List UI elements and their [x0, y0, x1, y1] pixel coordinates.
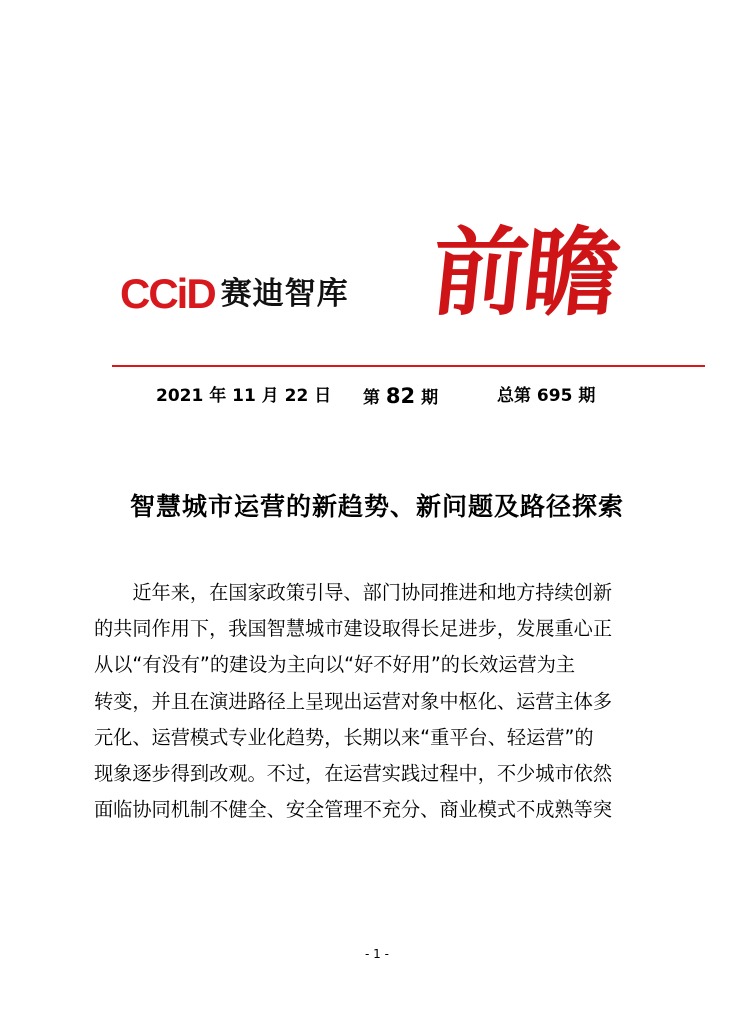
- issue-number: [363, 384, 438, 410]
- issue-date: 2021 年 11 月 22 日: [156, 386, 332, 406]
- ccid-logo: [120, 272, 349, 316]
- header-divider: [112, 365, 705, 367]
- logo-name: 赛迪智库: [220, 276, 349, 312]
- issue-info: [0, 384, 754, 408]
- body-line: 从以“有没有”的建设为主向以“好不好用”的长效运营为主: [94, 653, 576, 677]
- issue-number-value: 82: [385, 384, 416, 408]
- issue-number-suffix: 期: [421, 388, 439, 408]
- body-line: 的共同作用下，我国智慧城市建设取得长足进步，发展重心正: [94, 617, 613, 641]
- body-line: 转变，并且在演进路径上呈现出运营对象中枢化、运营主体多: [94, 689, 613, 713]
- body-line: 元化、运营模式专业化趋势，长期以来“重平台、轻运营”的: [94, 725, 594, 749]
- article-title: 智慧城市运营的新趋势、新问题及路径探索: [129, 492, 624, 521]
- body-line: 近年来，在国家政策引导、部门协同推进和地方持续创新: [94, 581, 613, 604]
- issue-total: 总第 695 期: [497, 386, 596, 406]
- article-body: [94, 575, 660, 828]
- body-line: 面临协同机制不健全、安全管理不充分、商业模式不成熟等突: [94, 798, 613, 822]
- page-number: - 1 -: [365, 947, 389, 961]
- body-line: 现象逐步得到改观。不过，在运营实践过程中，不少城市依然: [94, 761, 613, 785]
- logo-mark: CCiD: [120, 270, 215, 317]
- masthead-title: 前瞻: [426, 216, 622, 329]
- issue-number-prefix: 第: [363, 388, 380, 408]
